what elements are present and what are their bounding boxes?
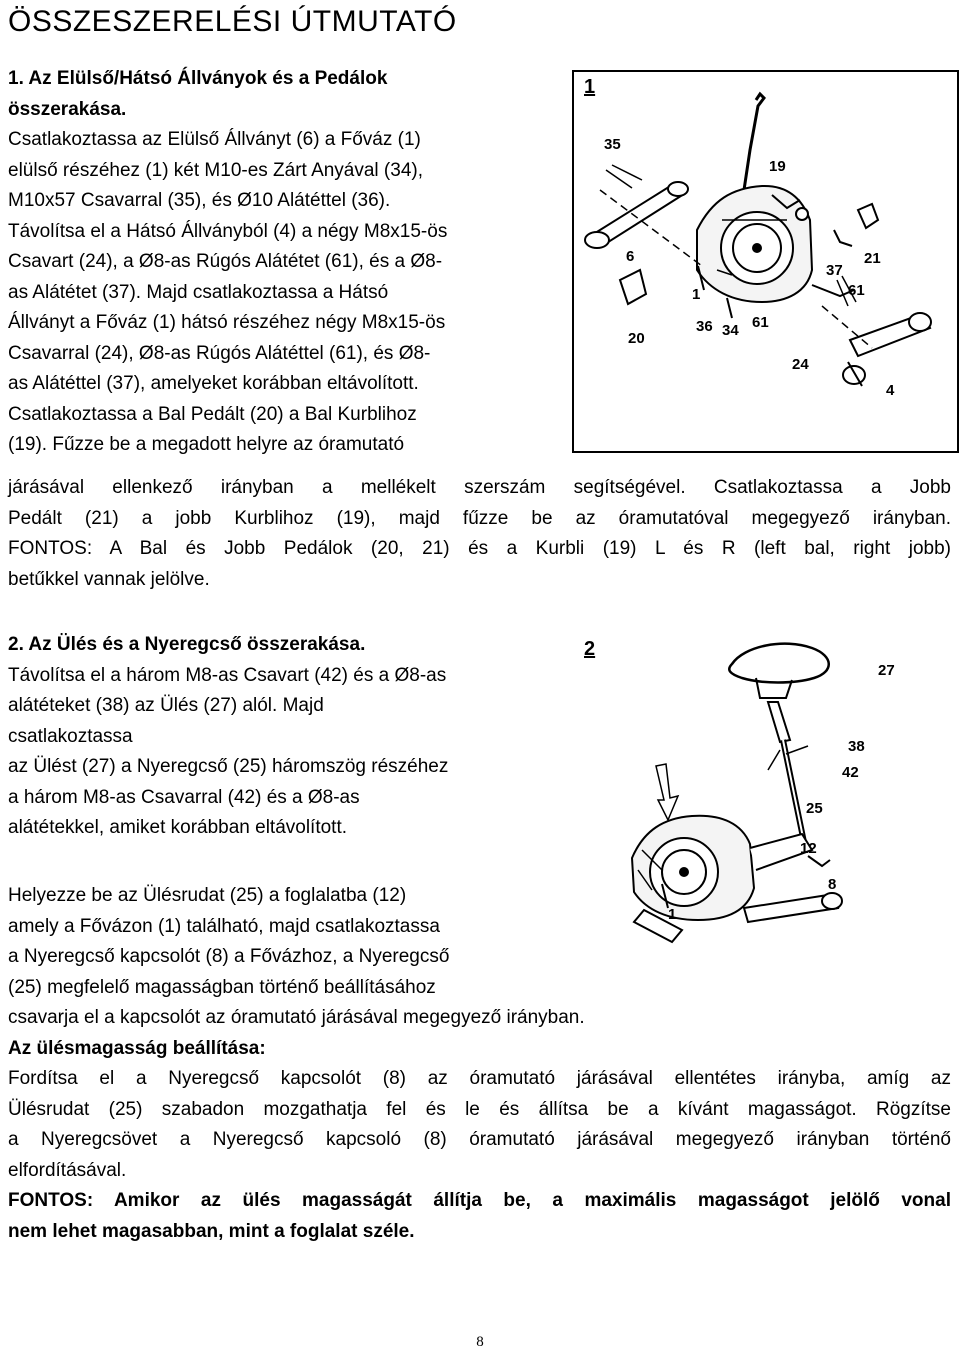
section1-line: Csavart (24), a Ø8-as Rúgós Alátétet (61), és a Ø8- — [8, 251, 443, 272]
section1-line: (19). Fűzze be a megadott helyre az óramutató — [8, 434, 405, 455]
section2-line: Helyezze be az Ülésrudat (25) a foglalatba (12) — [8, 885, 407, 906]
section2-heading: 2. Az Ülés és a Nyeregcső összerakása. — [8, 634, 366, 655]
section1-heading-cont: összerakása. — [8, 98, 127, 120]
section2-line: csatlakoztassa — [8, 725, 133, 747]
figure-label: 1 — [692, 286, 701, 303]
figure-1-number: 1 — [584, 76, 596, 98]
section1-line: Csatlakoztassa az Elülső Állványt (6) a Főváz (1) — [8, 129, 421, 150]
figure-label: 38 — [848, 738, 865, 755]
section1-line: Csatlakoztassa a Bal Pedált (20) a Bal Kurblihoz — [8, 403, 417, 425]
adjust-line: Ülésrudat (25) szabadon mozgathatja fel és le és állítsa be a kívánt magasságot. Rögzítse — [8, 1098, 951, 1120]
figure-label: 42 — [842, 764, 859, 781]
figure-2-drawing — [572, 620, 960, 950]
figure-label: 6 — [626, 248, 635, 265]
page-title: ÖSSZESZERELÉSI ÚTMUTATÓ — [8, 5, 457, 38]
adjust-line: elfordításával. — [8, 1159, 127, 1181]
warning-line: FONTOS: Amikor az ülés magasságát állítja be, a maximális magasságot jelölő vonal — [8, 1190, 951, 1211]
figure-label: 34 — [722, 322, 739, 339]
section1-block — [8, 64, 560, 461]
figure-label: 61 — [752, 314, 769, 331]
figure-label: 61 — [848, 282, 865, 299]
figure-2 — [572, 620, 960, 950]
note-label: FONTOS — [8, 538, 87, 559]
adjust-line: a Nyeregcsövet a Nyeregcső kapcsoló (8) óramutató járásával megegyező irányban történő — [8, 1129, 951, 1150]
section1-line: M10x57 Csavarral (35), és Ø10 Alátéttel (36). — [8, 190, 391, 211]
section2-line: (25) megfelelő magasságban történő beállításához — [8, 976, 436, 998]
figure-label: 24 — [792, 356, 809, 373]
warning-line: nem lehet magasabban, mint a foglalat széle. — [8, 1220, 415, 1242]
section1-full-line: járásával ellenkező irányban a mellékelt szerszám segítségével. Csatlakoztassa a Jobb — [8, 477, 951, 498]
section2-line: alátéteket (38) az Ülés (27) alól. Majd — [8, 695, 324, 716]
figure-label: 19 — [769, 158, 786, 175]
section1-line: Csavarral (24), Ø8-as Rúgós Alátéttel (61), és Ø8- — [8, 342, 431, 364]
figure-label: 36 — [696, 318, 713, 335]
section1-line: Állványt a Főváz (1) hátsó részéhez négy M8x15-ös — [8, 312, 446, 333]
section2-line: csavarja el a kapcsolót az óramutató járásával megegyező irányban. — [8, 1007, 585, 1028]
adjust-heading: Az ülésmagasság beállítása: — [8, 1037, 266, 1059]
section1-note — [8, 534, 951, 565]
section1-full-line: Pedált (21) a jobb Kurblihoz (19), majd fűzze be az óramutatóval megegyező irányban. — [8, 507, 951, 529]
section2-line: alátétekkel, amiket korábban eltávolított. — [8, 817, 348, 838]
adjust-line: Fordítsa el a Nyeregcső kapcsolót (8) az óramutató járásával ellentétes irányba, amíg az — [8, 1068, 951, 1089]
section1-line: Távolítsa el a Hátsó Állványból (4) a négy M8x15-ös — [8, 220, 448, 242]
section1-full-block — [8, 473, 951, 595]
section1-line: as Alátétet (37). Majd csatlakoztassa a Hátsó — [8, 281, 389, 303]
section1-line: as Alátéttel (37), amelyeket korábban eltávolított. — [8, 373, 419, 394]
figure-1 — [572, 70, 960, 454]
figure-label: 21 — [864, 250, 881, 267]
figure-2-number: 2 — [584, 638, 596, 660]
figure-label: 8 — [828, 876, 837, 893]
figure-label: 37 — [826, 262, 843, 279]
section1-heading: 1. Az Elülső/Hátsó Állványok és a Pedálok — [8, 68, 388, 89]
figure-label: 4 — [886, 382, 895, 399]
section2-line: Távolítsa el a három M8-as Csavart (42) és a Ø8-as — [8, 664, 447, 686]
figure-label: 20 — [628, 330, 645, 347]
section2-line: a három M8-as Csavarral (42) és a Ø8-as — [8, 786, 360, 808]
figure-label: 35 — [604, 136, 621, 153]
note-text: : A Bal és Jobb Pedálok (20, 21) és a Kurbli (19) L és R (left bal, right jobb) — [86, 538, 951, 559]
figure-label: 12 — [800, 840, 817, 857]
section2-line: a Nyeregcső kapcsolót (8) a Fővázhoz, a Nyeregcső — [8, 946, 450, 967]
figure-label: 25 — [806, 800, 823, 817]
section2-block — [8, 630, 568, 844]
section1-note-cont: betűkkel vannak jelölve. — [8, 568, 210, 590]
section2-line: az Ülést (27) a Nyeregcső (25) háromszög részéhez — [8, 756, 449, 777]
page-number: 8 — [476, 1334, 484, 1350]
section2-line: amely a Fővázon (1) található, majd csatlakoztassa — [8, 915, 440, 937]
section1-line: elülső részéhez (1) két M10-es Zárt Anyával (34), — [8, 159, 424, 181]
figure-label: 1 — [668, 906, 677, 923]
figure-label: 27 — [878, 662, 895, 679]
